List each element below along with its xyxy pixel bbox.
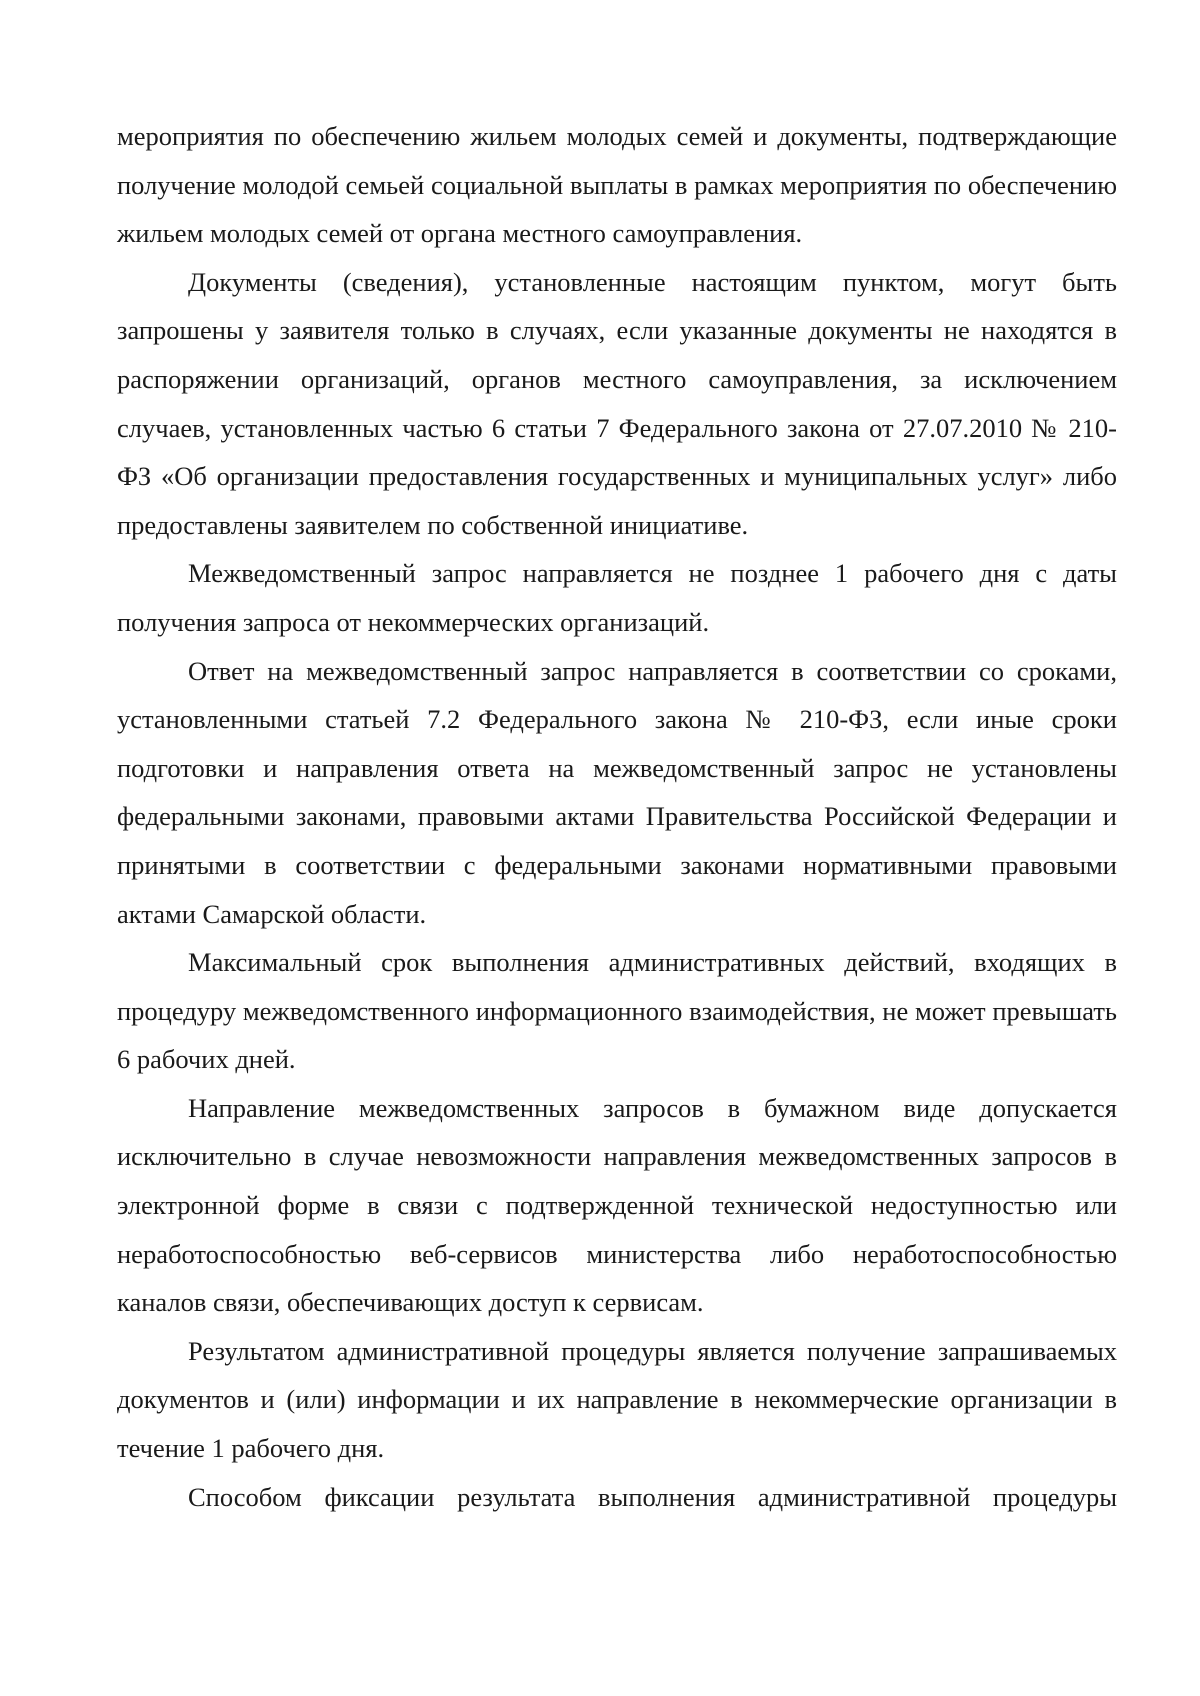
paragraph-paper-requests: Направление межведомственных запросов в бумажном виде допускается исключительно в случае невозможности направления межведомственных запросов в электронной форме в связи с подтвержденной технической недоступностью или неработоспособностью веб-сервисов министерства либо неработоспособностью каналов связи, обеспечивающих доступ к сервисам. [117,1092,1117,1318]
paragraph-interagency-request: Межведомственный запрос направляется не позднее 1 рабочего дня с даты получения запроса от некоммерческих организаций. [117,558,1117,637]
paragraph-documents-request: Документы (сведения), установленные настоящим пунктом, могут быть запрошены у заявителя только в случаях, если указанные документы не находятся в распоряжении организаций, органов местного самоуправления, за исключением случаев, установленных частью 6 статьи 7 Федерального закона от 27.07.2010 № 210-ФЗ «Об организации предоставления государственных и муниципальных услуг» либо предоставлены заявителем по собственной инициативе. [117,266,1117,540]
paragraph-fixation-method: Способом фиксации результата выполнения административной процедуры [188,1481,1117,1512]
paragraph-max-term: Максимальный срок выполнения административных действий, входящих в процедуру межведомственного информационного взаимодействия, не может превышать 6 рабочих дней. [117,947,1117,1075]
paragraph-response-terms: Ответ на межведомственный запрос направляется в соответствии со сроками, установленными статьей 7.2 Федерального закона № 210-ФЗ, если иные сроки подготовки и направления ответа на межведомственный запрос не установлены федеральными законами, правовыми актами Правительства Российской Федерации и принятыми в соответствии с федеральными законами нормативными правовыми актами Самарской области. [117,655,1117,929]
document-body [117,112,1117,1521]
paragraph-result: Результатом административной процедуры является получение запрашиваемых документов и (или) информации и их направление в некоммерческие организации в течение 1 рабочего дня. [117,1335,1117,1464]
paragraph-continuation: мероприятия по обеспечению жильем молодых семей и документы, подтверждающие получение молодой семьей социальной выплаты в рамках мероприятия по обеспечению жильем молодых семей от органа местного самоуправления. [117,121,1117,249]
